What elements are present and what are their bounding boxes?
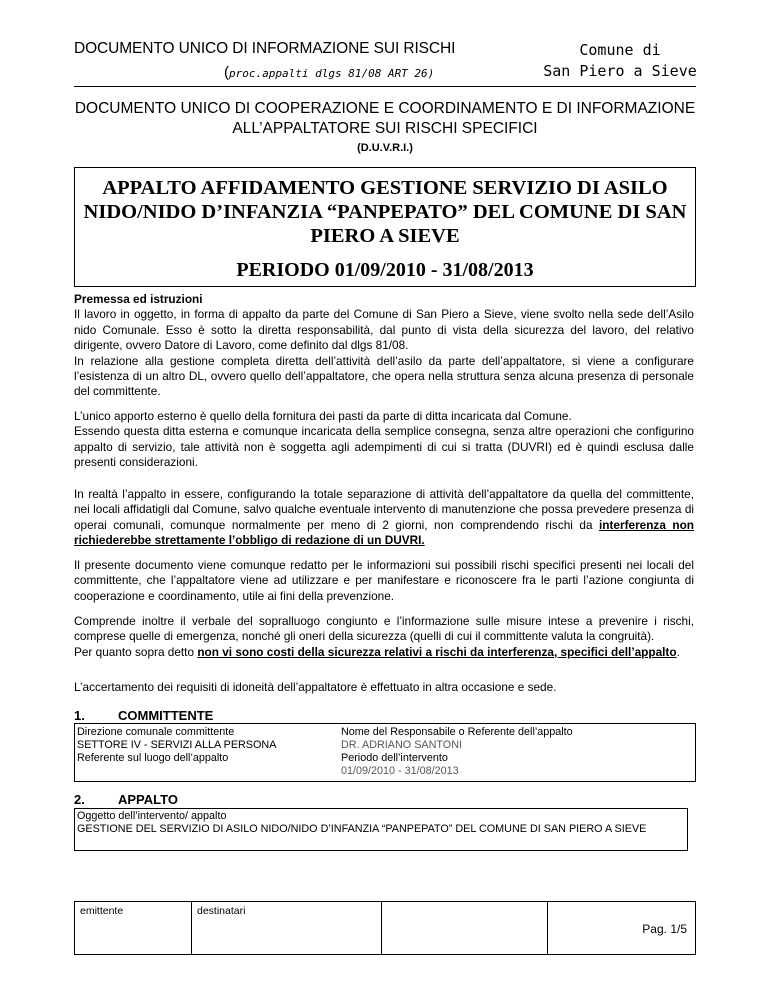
appalto-content [77, 810, 677, 836]
appalto-value: GESTIONE DEL SERVIZIO DI ASILO NIDO/NIDO D’INFANZIA “PANPEPATO” DEL COMUNE DI SAN PIERO A SIEVE [77, 823, 647, 835]
footer-destinatari: destinatari [192, 902, 382, 954]
premessa-paragraph-2: In relazione alla gestione completa diretta dell’attività dell’asilo da parte dell’appaltatore, si viene a configurare l’esistenza di un altro DL, ovvero quello dell’appaltatore, che opera nella struttura senza alcuna presenza di personale del committente. [74, 353, 694, 399]
premessa-section [74, 292, 694, 400]
period-label: Periodo dell’intervento [341, 752, 448, 764]
premessa-paragraph-1: Il lavoro in oggetto, in forma di appalto da parte del Comune di San Piero a Sieve, viene svolto nella sede dell’Asilo nido Comunale. Esso è sotto la diretta responsabilità, dal punto di vista della sicurezza del lavoro, del relativo dirigente, ovvero Datore di Lavoro, come definito dal dlgs 81/08. [74, 307, 694, 353]
committente-direction-label: Direzione comunale committente [77, 726, 235, 738]
footer-table [74, 901, 696, 955]
section-2-heading [74, 792, 178, 807]
document-title-line2: ALL’APPALTATORE SUI RISCHI SPECIFICI [232, 120, 538, 137]
committente-right [341, 726, 671, 778]
header-divider [74, 86, 696, 87]
section-1-heading [74, 708, 213, 723]
paragraph-5-text: In realtà l’appalto in essere, configurando la totale separazione di attività dell’appaltatore da quella del committente, nei locali affidatigli dal Comune, salvo qualche eventuale intervento di manutenzione che possa prevedere presenza di operai comunali, comunque normalmente per meno di 2 giorni, non comprendendo rischi da [74, 487, 694, 532]
contract-title-box [74, 167, 696, 287]
paragraph-8-emphasis: non vi sono costi della sicurezza relativi a rischi da interferenza, specifici dell’appalto [197, 644, 677, 659]
period-value: 01/09/2010 - 31/08/2013 [341, 765, 459, 777]
premessa-paragraph-5 [74, 487, 694, 549]
document-header-right [510, 40, 730, 82]
section-2-title: APPALTO [118, 792, 178, 807]
document-title [74, 99, 696, 157]
contract-title-line2: NIDO/NIDO D’INFANZIA “PANPEPATO” DEL COMUNE DI SAN [83, 201, 687, 223]
header-municipality-line2: San Piero a Sieve [543, 62, 697, 80]
premessa-paragraph-7: Comprende inoltre il verbale del sopralluogo congiunto e l’informazione sulle misure intese a prevenire i rischi, comprese quelle di emergenza, nonché gli oneri della sicurezza (quelli di cui il committente valuta la congruità). [74, 614, 694, 644]
header-reference-text: proc.appalti dlgs 81/08 ART 26) [229, 67, 435, 80]
footer-page-number: Pag. 1/5 [642, 922, 687, 936]
premessa-block-5 [74, 614, 694, 660]
section-1-title: COMMITTENTE [118, 708, 214, 723]
committente-referent-label: Referente sul luogo dell’appalto [77, 752, 229, 764]
premessa-block-4 [74, 558, 694, 604]
document-header-left [74, 40, 494, 81]
committente-left [77, 726, 357, 765]
contract-title-line3: PIERO A SIEVE [310, 225, 460, 247]
paragraph-5-emphasis: interferenza non richiederebbe strettamente l’obbligo di redazione di un DUVRI. [74, 517, 694, 548]
footer-emittente: emittente [75, 902, 192, 954]
premessa-paragraph-8 [74, 645, 694, 660]
responsible-label: Nome del Responsabile o Referente dell’appalto [341, 726, 573, 738]
premessa-paragraph-4: Essendo questa ditta esterna e comunque incaricata della semplice consegna, senza altre operazioni che configurino appalto di servizio, tale attività non è soggetta agli adempimenti di cui si tratta (DUVRI) ed è quindi esclusa dalle presenti considerazioni. [74, 424, 694, 470]
committente-box [74, 723, 696, 782]
header-municipality-line1: Comune di [579, 41, 661, 59]
section-1-number: 1. [74, 708, 85, 723]
premessa-block-6 [74, 680, 694, 695]
appalto-box [74, 808, 688, 851]
footer-empty-cell [382, 902, 548, 954]
document-title-line1: DOCUMENTO UNICO DI COOPERAZIONE E COORDINAMENTO E DI INFORMAZIONE [74, 100, 696, 117]
premessa-paragraph-3: L’unico apporto esterno è quello della fornitura dei pasti da parte di ditta incaricata dal Comune. [74, 409, 572, 423]
premessa-paragraph-6: Il presente documento viene comunque redatto per le informazioni sui possibili rischi specifici presenti nei locali del committente, che l’appaltatore viene ad utilizzare e per manifestare e riconoscere fra le parti l’azione congiunta di cooperazione e coordinamento, utile ai fini della prevenzione. [74, 558, 694, 603]
premessa-heading: Premessa ed istruzioni [74, 292, 203, 306]
responsible-name: DR. ADRIANO SANTONI [341, 739, 462, 751]
paragraph-8-text: Per quanto sopra detto [74, 644, 198, 659]
committente-sector: SETTORE IV - SERVIZI ALLA PERSONA [77, 739, 277, 751]
section-2-number: 2. [74, 792, 85, 807]
paragraph-8-end: . [676, 644, 680, 659]
premessa-paragraph-9: L’accertamento dei requisiti di idoneità dell’appaltatore è effettuato in altra occasione e sede. [74, 680, 557, 694]
header-reference [74, 64, 494, 81]
contract-title-line1: APPALTO AFFIDAMENTO GESTIONE SERVIZIO DI ASILO [102, 177, 668, 199]
header-open-paren: ( [224, 64, 229, 81]
contract-period: PERIODO 01/09/2010 - 31/08/2013 [236, 259, 534, 281]
header-title: DOCUMENTO UNICO DI INFORMAZIONE SUI RISCHI [74, 40, 456, 57]
premessa-block-2 [74, 409, 694, 471]
premessa-block-3 [74, 487, 694, 549]
appalto-label: Oggetto dell’intervento/ appalto [77, 810, 227, 822]
document-title-acronym: (D.U.V.R.I.) [357, 142, 413, 154]
